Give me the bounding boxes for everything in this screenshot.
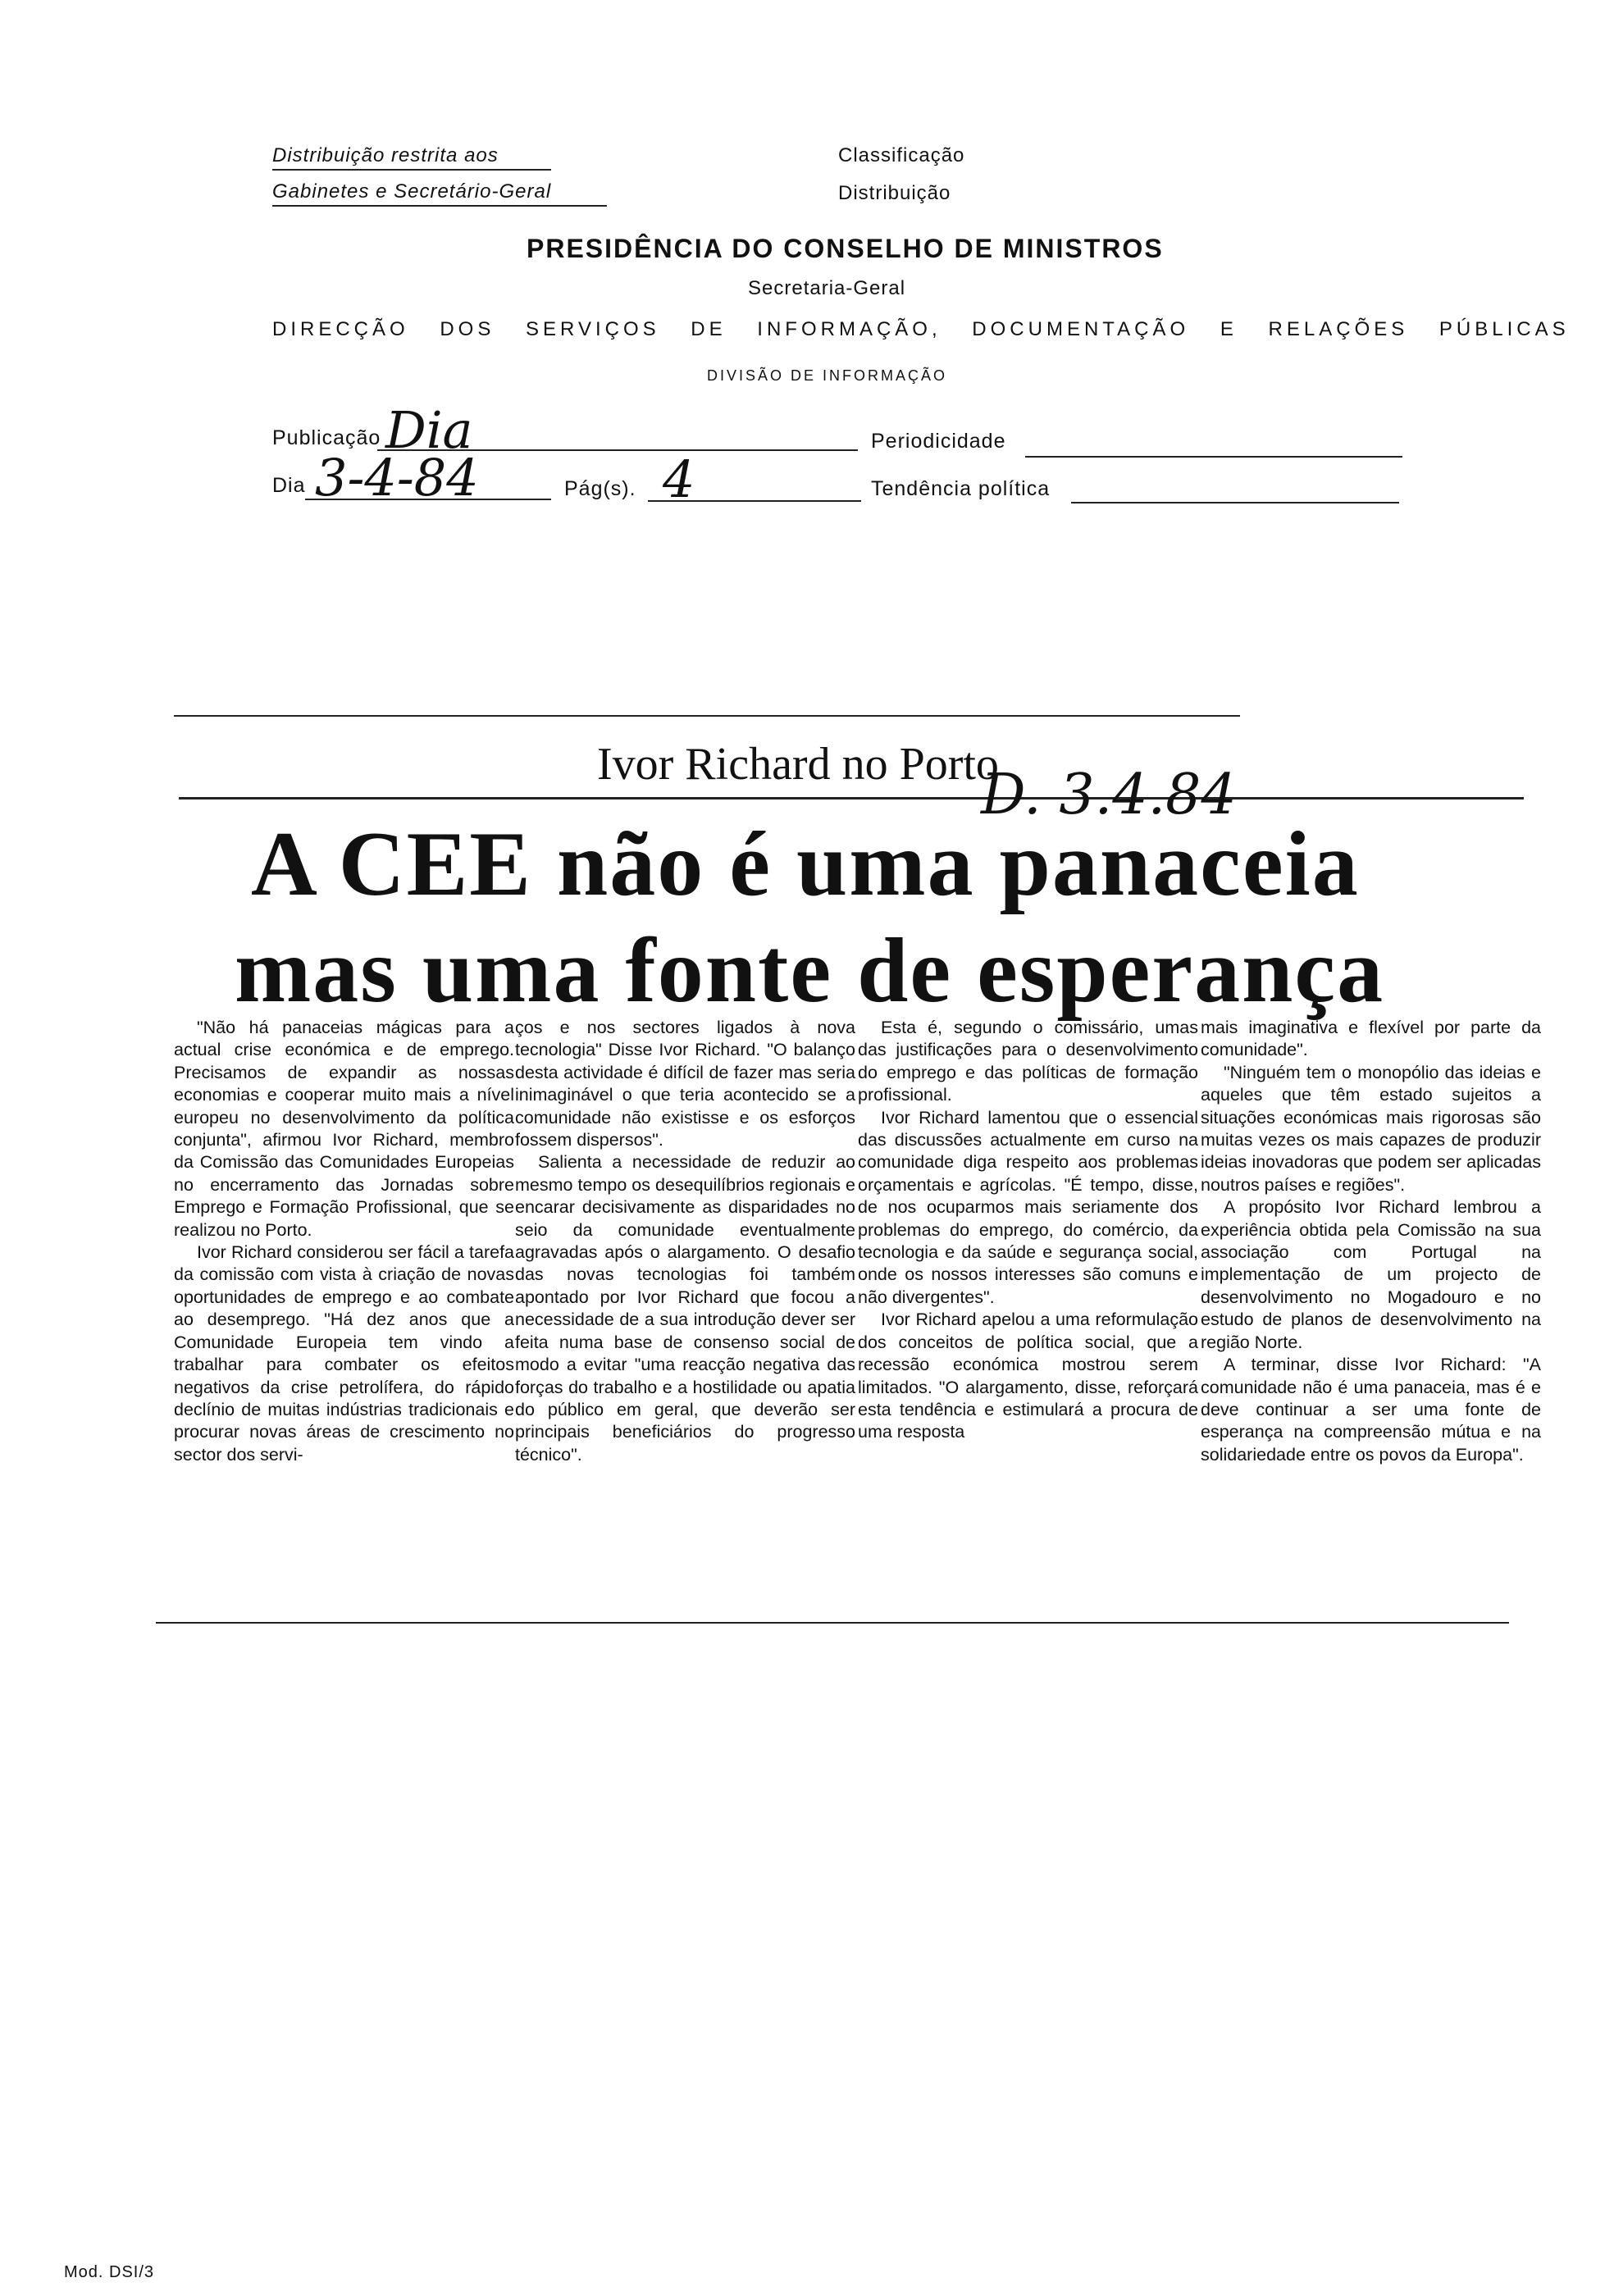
distribution-label: Distribuição xyxy=(838,182,951,204)
tendencia-line xyxy=(1071,502,1399,503)
article-column-2 xyxy=(515,1017,855,1466)
article-paragraph: Ivor Richard considerou ser fácil a tarefa da comissão com vista à criação de novas oportunidades de emprego e ao combate ao desemprego. "Há dez anos que a Comunidade Europeia tem vindo a trabalhar para combater os efeitos negativos da crise petrolífera, do rápido declínio de muitas indústrias tradicionais e procurar novas áreas de crescimento no sector dos servi- xyxy=(174,1242,514,1465)
directorate-label: DIRECÇÃO DOS SERVIÇOS DE INFORMAÇÃO, DOCUMENTAÇÃO E RELAÇÕES PÚBLICAS xyxy=(272,318,1570,340)
pags-handwritten: 4 xyxy=(663,449,695,509)
publicacao-label: Publicação xyxy=(272,426,381,449)
publicacao-handwritten: Dia xyxy=(385,400,473,460)
clipping-bottom-rule xyxy=(156,1622,1509,1624)
ministry-title: PRESIDÊNCIA DO CONSELHO DE MINISTROS xyxy=(527,234,1164,263)
headline-line1: A CEE não é uma panaceia xyxy=(251,813,1360,915)
secretariat-label: Secretaria-Geral xyxy=(748,277,906,299)
dia-handwritten: 3-4-84 xyxy=(315,448,479,508)
periodicidade-label: Periodicidade xyxy=(871,430,1006,453)
tendencia-label: Tendência política xyxy=(871,477,1051,500)
article-paragraph: Esta é, segundo o comissário, umas das justificações para o desenvolvimento do emprego e das políticas de formação profissional. xyxy=(858,1018,1198,1105)
article-paragraph: Ivor Richard lamentou que o essencial das discussões actualmente em curso na comunidade diga respeito aos problemas orçamentais e agrícolas. "É tempo, disse, de nos ocuparmos mais seriamente dos problemas do emprego, do comércio, da tecnologia e da saúde e segurança social, onde os nossos interesses são comuns e não divergentes". xyxy=(858,1107,1198,1307)
pags-label: Pág(s). xyxy=(564,477,636,500)
article-column-3 xyxy=(858,1017,1198,1444)
form-code: Mod. DSI/3 xyxy=(64,2263,155,2281)
classification-label: Classificação xyxy=(838,144,965,166)
dia-label: Dia xyxy=(272,474,306,497)
article-kicker: Ivor Richard no Porto xyxy=(597,739,999,790)
article-paragraph: "Ninguém tem o monopólio das ideias e aqueles que têm estado sujeitos a situações económicas mais rigorosas são muitas vezes os mais capazes de produzir ideias inovadoras que podem ser aplicadas noutros países e regiões". xyxy=(1201,1062,1541,1195)
distribution-note-line2: Gabinetes e Secretário-Geral xyxy=(272,180,607,207)
article-paragraph: Ivor Richard apelou a uma reformulação dos conceitos de política social, que a recessão económica mostrou serem limitados. "O alargamento, disse, reforçará esta tendência e estimulará a procura de uma resposta xyxy=(858,1310,1198,1442)
article-paragraph: mais imaginativa e flexível por parte da comunidade". xyxy=(1201,1018,1541,1060)
article-paragraph: Salienta a necessidade de reduzir ao mesmo tempo os desequilíbrios regionais e encarar decisivamente as disparidades no seio da comunidade eventualmente agravadas após o alargamento. O desafio das novas tecnologias foi também apontado por Ivor Richard que focou a necessidade de a sua introdução dever ser feita numa base de consenso social de modo a evitar "uma reacção negativa das forças do trabalho e a hostilidade ou apatia do público em geral, que deverão ser principais beneficiários do progresso técnico". xyxy=(515,1152,855,1465)
handwritten-date-annotation: D. 3.4.84 xyxy=(981,763,1237,827)
article-paragraph: ços e nos sectores ligados à nova tecnologia" Disse Ivor Richard. "O balanço desta actividade é difícil de fazer mas seria inimaginável o que teria acontecido se a comunidade não existisse e os esforços fossem dispersos". xyxy=(515,1018,855,1150)
article-column-4 xyxy=(1201,1017,1541,1466)
article-paragraph: A propósito Ivor Richard lembrou a experiência obtida pela Comissão na sua associação com Portugal na implementação de um projecto de desenvolvimento no Mogadouro e no estudo de planos de desenvolvimento na região Norte. xyxy=(1201,1197,1541,1352)
article-paragraph: A terminar, disse Ivor Richard: "A comunidade não é uma panaceia, mas é e deve continuar a ser uma fonte de esperança na compreensão mútua e na solidariedade entre os povos da Europa". xyxy=(1201,1355,1541,1465)
headline-line2: mas uma fonte de esperança xyxy=(235,920,1385,1022)
periodicidade-line xyxy=(1025,456,1402,458)
article-column-1 xyxy=(174,1017,514,1466)
article-paragraph: "Não há panaceias mágicas para a actual crise económica e de emprego. Precisamos de expandir as nossas economias e cooperar muito mais a nível europeu no desenvolvimento da política conjunta", afirmou Ivor Richard, membro da Comissão das Comunidades Europeias no encerramento das Jornadas sobre Emprego e Formação Profissional, que se realizou no Porto. xyxy=(174,1018,514,1240)
clipping-top-rule xyxy=(174,715,1240,717)
division-label: DIVISÃO DE INFORMAÇÃO xyxy=(707,367,948,384)
headline-top-rule xyxy=(179,797,1524,800)
distribution-note-line1: Distribuição restrita aos xyxy=(272,144,551,171)
